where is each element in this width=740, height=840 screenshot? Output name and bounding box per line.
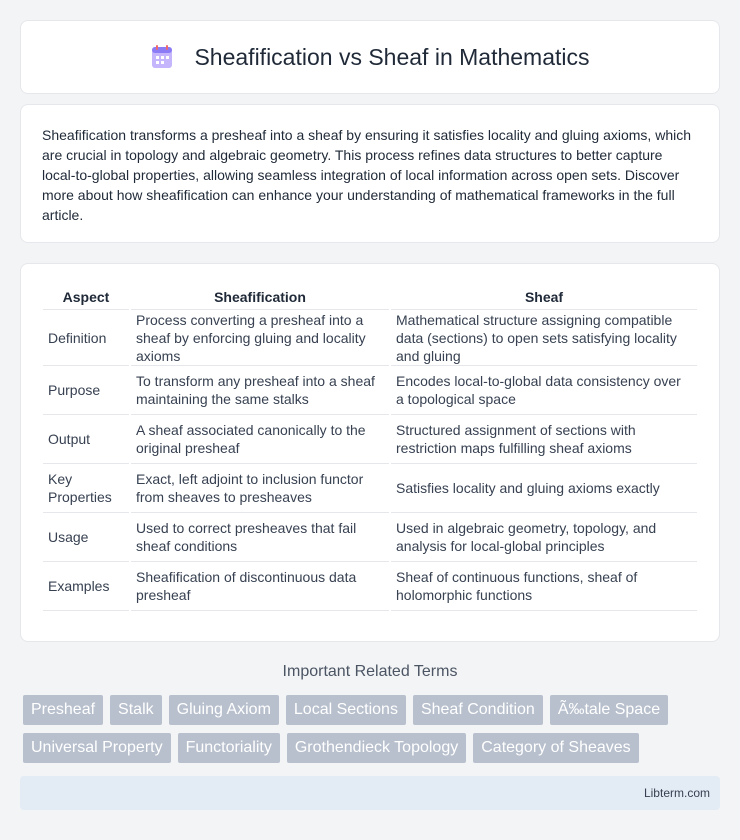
cell-sheafification: A sheaf associated canonically to the original presheaf (131, 415, 389, 464)
tag-universal-property[interactable]: Universal Property (23, 733, 171, 763)
cell-sheafification: Exact, left adjoint to inclusion functor from sheaves to presheaves (131, 464, 389, 513)
tag-etale-space[interactable]: Ã‰tale Space (550, 695, 668, 725)
related-terms-title: Important Related Terms (282, 663, 458, 680)
cell-aspect: Definition (43, 310, 129, 366)
cell-sheaf: Satisfies locality and gluing axioms exactly (391, 464, 697, 513)
header-aspect: Aspect (43, 284, 129, 310)
tag-stalk[interactable]: Stalk (110, 695, 162, 725)
table-row (43, 366, 697, 415)
cell-sheaf: Mathematical structure assigning compatible data (sections) to open sets satisfying locality and gluing (391, 310, 697, 366)
cell-aspect: Examples (43, 562, 129, 611)
cell-sheafification: To transform any presheaf into a sheaf maintaining the same stalks (131, 366, 389, 415)
intro-card (20, 104, 720, 243)
intro-paragraph: Sheafification transforms a presheaf into a sheaf by ensuring it satisfies locality and gluing axioms, which are crucial in topology and algebraic geometry. This process refines data structures to better capture local-to-global properties, allowing seamless integration of local information across open sets. Discover more about how sheafification can enhance your understanding of mathematical frameworks in the full article. (42, 127, 692, 223)
related-terms-tags (23, 695, 713, 763)
tag-gluing-axiom[interactable]: Gluing Axiom (169, 695, 279, 725)
cell-aspect: Usage (43, 513, 129, 562)
cell-aspect: Output (43, 415, 129, 464)
tag-category-of-sheaves[interactable]: Category of Sheaves (473, 733, 638, 763)
cell-sheafification: Sheafification of discontinuous data presheaf (131, 562, 389, 611)
cell-sheafification: Process converting a presheaf into a sheaf by enforcing gluing and locality axioms (131, 310, 389, 366)
footer-site-link[interactable]: Libterm.com (643, 786, 710, 800)
header-card (20, 20, 720, 94)
cell-aspect: Purpose (43, 366, 129, 415)
tag-presheaf[interactable]: Presheaf (23, 695, 103, 725)
tag-grothendieck-topology[interactable]: Grothendieck Topology (287, 733, 466, 763)
tag-sheaf-condition[interactable]: Sheaf Condition (413, 695, 543, 725)
tag-local-sections[interactable]: Local Sections (286, 695, 406, 725)
table-row (43, 464, 697, 513)
footer (20, 776, 720, 810)
cell-sheafification: Used to correct presheaves that fail sheaf conditions (131, 513, 389, 562)
tag-functoriality[interactable]: Functoriality (178, 733, 280, 763)
cell-aspect: Key Properties (43, 464, 129, 513)
cell-sheaf: Used in algebraic geometry, topology, and analysis for local-global principles (391, 513, 697, 562)
table-row (43, 562, 697, 611)
page-title: Sheafification vs Sheaf in Mathematics (194, 43, 590, 70)
header-sheaf: Sheaf (391, 284, 697, 310)
cell-sheaf: Sheaf of continuous functions, sheaf of holomorphic functions (391, 562, 697, 611)
calendar-icon (150, 44, 174, 70)
comparison-card (20, 263, 720, 642)
table-row (43, 513, 697, 562)
table-row (43, 310, 697, 366)
cell-sheaf: Encodes local-to-global data consistency over a topological space (391, 366, 697, 415)
table-header-row (43, 284, 697, 310)
header-sheafification: Sheafification (131, 284, 389, 310)
table-row (43, 415, 697, 464)
cell-sheaf: Structured assignment of sections with restriction maps fulfilling sheaf axioms (391, 415, 697, 464)
comparison-table (41, 284, 699, 611)
